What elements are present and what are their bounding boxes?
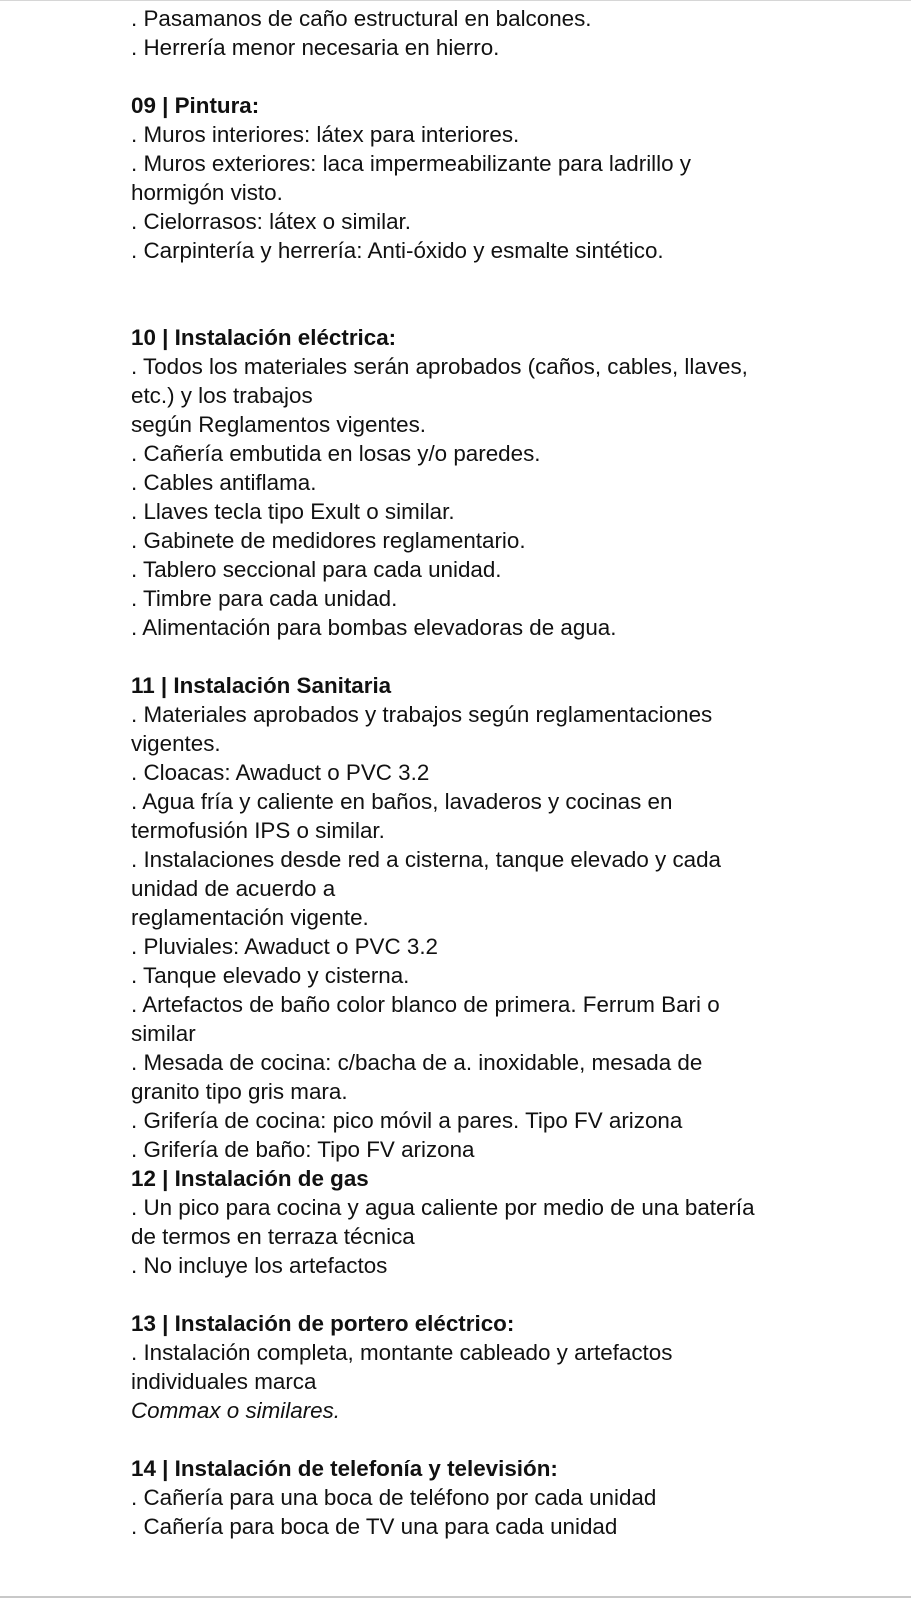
section-line: similar — [131, 1021, 196, 1046]
section-line: . Cielorrasos: látex o similar. — [131, 209, 411, 234]
section-line: . Materiales aprobados y trabajos según reglamentaciones — [131, 702, 713, 727]
section-line: granito tipo gris mara. — [131, 1079, 348, 1104]
section-line: . Muros exteriores: laca impermeabilizante para ladrillo y — [131, 151, 691, 176]
section-line: . Tablero seccional para cada unidad. — [131, 557, 502, 582]
section-line: unidad de acuerdo a — [131, 876, 336, 901]
section-line: . Instalaciones desde red a cisterna, tanque elevado y cada — [131, 847, 722, 872]
spacer — [131, 642, 851, 671]
section-heading: 12 | Instalación de gas — [131, 1166, 369, 1191]
section-heading: 14 | Instalación de telefonía y televisión: — [131, 1456, 558, 1481]
section-line: . Tanque elevado y cisterna. — [131, 963, 410, 988]
section-line: . Pluviales: Awaduct o PVC 3.2 — [131, 934, 439, 959]
bottom-divider — [0, 1596, 911, 1598]
section-line: . Carpintería y herrería: Anti-óxido y esmalte sintético. — [131, 238, 664, 263]
spacer — [131, 1280, 851, 1309]
section-line: . Mesada de cocina: c/bacha de a. inoxidable, mesada de — [131, 1050, 703, 1075]
section-line: . Agua fría y caliente en baños, lavaderos y cocinas en — [131, 789, 673, 814]
spacer — [131, 265, 851, 323]
section-line: etc.) y los trabajos — [131, 383, 313, 408]
document-page — [131, 4, 851, 1541]
top-divider — [0, 0, 911, 1]
section-line: reglamentación vigente. — [131, 905, 369, 930]
section-line: . Cañería para una boca de teléfono por cada unidad — [131, 1485, 657, 1510]
section-heading: 13 | Instalación de portero eléctrico: — [131, 1311, 515, 1336]
intro-line: . Pasamanos de caño estructural en balcones. — [131, 6, 592, 31]
section-line: . No incluye los artefactos — [131, 1253, 388, 1278]
section-line: . Alimentación para bombas elevadoras de agua. — [131, 615, 617, 640]
section-line: termofusión IPS o similar. — [131, 818, 385, 843]
section-12-instalacion-gas — [131, 1164, 851, 1280]
section-line: vigentes. — [131, 731, 221, 756]
section-line: . Muros interiores: látex para interiores. — [131, 122, 520, 147]
intro-line: . Herrería menor necesaria en hierro. — [131, 35, 500, 60]
section-heading: 09 | Pintura: — [131, 93, 260, 118]
section-13-portero-electrico — [131, 1309, 851, 1425]
section-line: de termos en terraza técnica — [131, 1224, 415, 1249]
section-line: . Cañería embutida en losas y/o paredes. — [131, 441, 541, 466]
section-heading: 10 | Instalación eléctrica: — [131, 325, 397, 350]
section-14-telefonia-television — [131, 1454, 851, 1541]
section-line: . Grifería de cocina: pico móvil a pares. Tipo FV arizona — [131, 1108, 683, 1133]
section-line: individuales marca — [131, 1369, 317, 1394]
section-line: . Instalación completa, montante cableado y artefactos — [131, 1340, 673, 1365]
section-heading: 11 | Instalación Sanitaria — [131, 673, 392, 698]
section-line: según Reglamentos vigentes. — [131, 412, 426, 437]
section-11-instalacion-sanitaria — [131, 671, 851, 1164]
section-line: . Cloacas: Awaduct o PVC 3.2 — [131, 760, 430, 785]
section-line: . Timbre para cada unidad. — [131, 586, 398, 611]
section-line: . Grifería de baño: Tipo FV arizona — [131, 1137, 475, 1162]
section-line-italic: Commax o similares. — [131, 1398, 341, 1423]
section-line: . Llaves tecla tipo Exult o similar. — [131, 499, 455, 524]
section-09-pintura — [131, 91, 851, 265]
section-line: . Cañería para boca de TV una para cada unidad — [131, 1514, 618, 1539]
section-line: . Gabinete de medidores reglamentario. — [131, 528, 526, 553]
section-line: . Artefactos de baño color blanco de primera. Ferrum Bari o — [131, 992, 720, 1017]
section-line: . Un pico para cocina y agua caliente por medio de una batería — [131, 1195, 755, 1220]
spacer — [131, 62, 851, 91]
section-line: . Todos los materiales serán aprobados (caños, cables, llaves, — [131, 354, 748, 379]
spacer — [131, 1425, 851, 1454]
section-line: . Cables antiflama. — [131, 470, 317, 495]
section-10-instalacion-electrica — [131, 323, 851, 642]
section-line: hormigón visto. — [131, 180, 283, 205]
